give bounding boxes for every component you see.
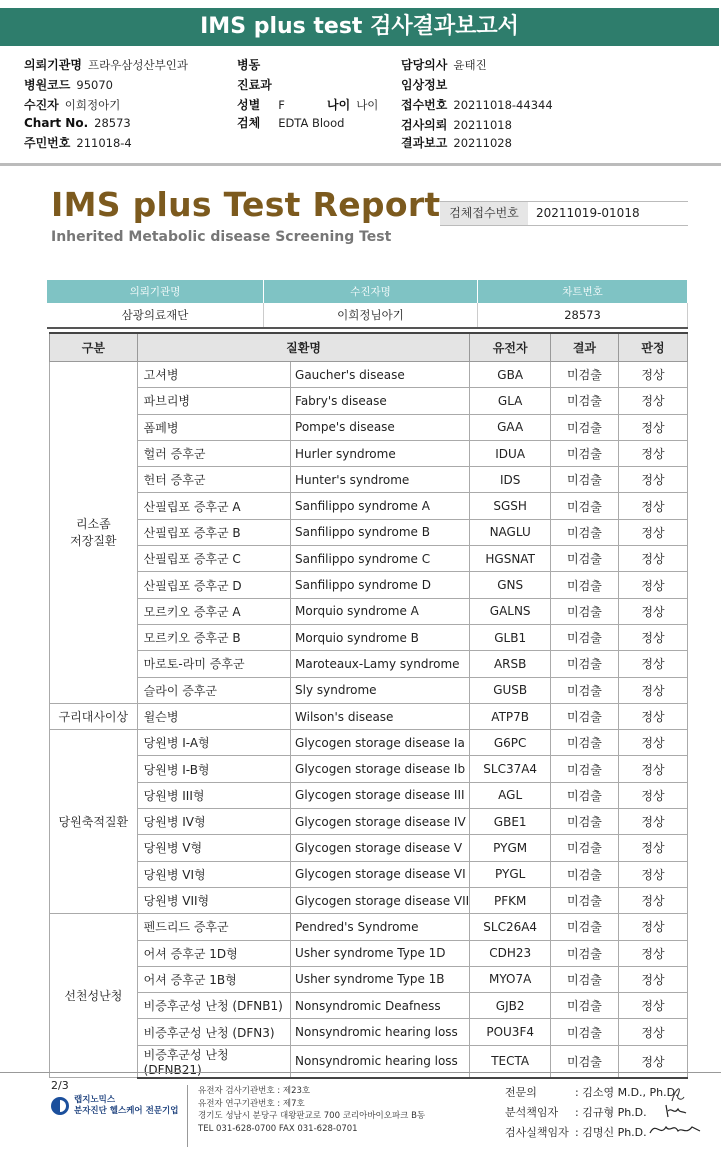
table-row <box>50 966 688 992</box>
col-header-disease: 질환명 <box>137 333 470 362</box>
disease-english-cell: Glycogen storage disease III <box>291 782 470 808</box>
judgement-cell: 정상 <box>618 809 687 835</box>
disease-korean-cell: 어셔 증후군 1D형 <box>137 940 290 966</box>
disease-korean-cell: 헌터 증후군 <box>137 467 290 493</box>
header-field-chart-no: Chart No. 28573 <box>24 116 131 130</box>
col-header-gene: 유전자 <box>470 333 551 362</box>
disease-english-cell: Glycogen storage disease VI <box>291 861 470 887</box>
info-value-chart: 28573 <box>478 303 688 328</box>
address-line: TEL 031-628-0700 FAX 031-628-0701 <box>198 1123 358 1134</box>
table-row <box>50 861 688 887</box>
disease-english-cell: Usher syndrome Type 1B <box>291 966 470 992</box>
judgement-cell: 정상 <box>618 414 687 440</box>
result-cell: 미검출 <box>550 546 618 572</box>
header-field-clinical-info: 임상정보 <box>401 78 448 92</box>
gene-cell: HGSNAT <box>470 546 551 572</box>
gene-cell: GBA <box>470 362 551 388</box>
gene-cell: GAA <box>470 414 551 440</box>
result-cell: 미검출 <box>550 861 618 887</box>
category-cell: 당원축적질환 <box>50 730 138 914</box>
gene-cell: PYGL <box>470 861 551 887</box>
disease-korean-cell: 비증후군성 난청 (DFN3) <box>137 1019 290 1045</box>
gene-cell: ARSB <box>470 651 551 677</box>
info-value-patient: 이희정님아기 <box>264 303 478 328</box>
company-address <box>198 1085 425 1135</box>
result-cell: 미검출 <box>550 651 618 677</box>
result-cell: 미검출 <box>550 940 618 966</box>
judgement-cell: 정상 <box>618 1019 687 1045</box>
result-cell: 미검출 <box>550 756 618 782</box>
receipt-number-value: 20211019-01018 <box>536 206 640 220</box>
judgement-cell: 정상 <box>618 362 687 388</box>
gene-cell: GLB1 <box>470 624 551 650</box>
result-cell: 미검출 <box>550 1019 618 1045</box>
gene-cell: GJB2 <box>470 993 551 1019</box>
header-field-sex: 성별 F <box>237 98 285 112</box>
header-divider <box>0 163 721 166</box>
disease-korean-cell: 산필립포 증후군 B <box>137 519 290 545</box>
judgement-cell: 정상 <box>618 703 687 729</box>
disease-english-cell: Glycogen storage disease V <box>291 835 470 861</box>
table-row <box>50 414 688 440</box>
result-cell: 미검출 <box>550 440 618 466</box>
judgement-cell: 정상 <box>618 940 687 966</box>
disease-english-cell: Usher syndrome Type 1D <box>291 940 470 966</box>
judgement-cell: 정상 <box>618 546 687 572</box>
disease-korean-cell: 마로토-라미 증후군 <box>137 651 290 677</box>
address-line: 경기도 성남시 분당구 대왕판교로 700 코리아바이오파크 B동 <box>198 1111 426 1121</box>
info-value-institution: 삼광의료재단 <box>47 303 264 328</box>
category-cell: 선천성난청 <box>50 914 138 1078</box>
address-line: 유전자 검사기관번호 : 제23호 <box>198 1086 311 1096</box>
table-row <box>50 730 688 756</box>
header-field-hospital-code: 병원코드 95070 <box>24 78 113 92</box>
disease-korean-cell: 당원병 IV형 <box>137 809 290 835</box>
judgement-cell: 정상 <box>618 493 687 519</box>
judgement-cell: 정상 <box>618 598 687 624</box>
brand-tagline: 분자진단 헬스케어 전문기업 <box>74 1106 179 1116</box>
judgement-cell: 정상 <box>618 730 687 756</box>
disease-english-cell: Pompe's disease <box>291 414 470 440</box>
col-header-result: 결과 <box>550 333 618 362</box>
gene-cell: PFKM <box>470 887 551 913</box>
receipt-number-box <box>440 201 688 226</box>
table-row <box>50 467 688 493</box>
signature-analyst-icon <box>662 1101 690 1121</box>
gene-cell: ATP7B <box>470 703 551 729</box>
judgement-cell: 정상 <box>618 993 687 1019</box>
result-cell: 미검출 <box>550 809 618 835</box>
result-cell: 미검출 <box>550 493 618 519</box>
disease-korean-cell: 윌슨병 <box>137 703 290 729</box>
result-cell: 미검출 <box>550 598 618 624</box>
judgement-cell: 정상 <box>618 519 687 545</box>
disease-korean-cell: 당원병 III형 <box>137 782 290 808</box>
result-cell: 미검출 <box>550 414 618 440</box>
report-subtitle: Inherited Metabolic disease Screening Test <box>51 229 392 245</box>
disease-korean-cell: 산필립포 증후군 D <box>137 572 290 598</box>
result-cell: 미검출 <box>550 519 618 545</box>
report-header <box>0 0 721 165</box>
result-cell: 미검출 <box>550 730 618 756</box>
gene-cell: PYGM <box>470 835 551 861</box>
disease-korean-cell: 헐러 증후군 <box>137 440 290 466</box>
header-field-department: 진료과 <box>237 78 272 92</box>
table-row <box>50 572 688 598</box>
judgement-cell: 정상 <box>618 966 687 992</box>
table-row <box>50 993 688 1019</box>
footer-divider <box>187 1085 188 1147</box>
judgement-cell: 정상 <box>618 861 687 887</box>
signer-lab-director: 검사실책임자 : 김명신 Ph.D. <box>505 1126 647 1139</box>
disease-english-cell: Glycogen storage disease Ia <box>291 730 470 756</box>
disease-english-cell: Nonsyndromic hearing loss <box>291 1045 470 1078</box>
company-logo-icon <box>51 1097 69 1115</box>
gene-cell: POU3F4 <box>470 1019 551 1045</box>
disease-english-cell: Pendred's Syndrome <box>291 914 470 940</box>
gene-cell: GLA <box>470 388 551 414</box>
disease-korean-cell: 당원병 VII형 <box>137 887 290 913</box>
judgement-cell: 정상 <box>618 782 687 808</box>
gene-cell: SLC26A4 <box>470 914 551 940</box>
info-header-chart: 차트번호 <box>478 280 688 303</box>
table-row <box>50 809 688 835</box>
gene-cell: G6PC <box>470 730 551 756</box>
results-table <box>49 332 688 1079</box>
gene-cell: SGSH <box>470 493 551 519</box>
gene-cell: SLC37A4 <box>470 756 551 782</box>
judgement-cell: 정상 <box>618 651 687 677</box>
table-row <box>50 703 688 729</box>
address-line: 유전자 연구기관번호 : 제7호 <box>198 1098 305 1109</box>
result-cell: 미검출 <box>550 782 618 808</box>
gene-cell: MYO7A <box>470 966 551 992</box>
table-row <box>50 651 688 677</box>
result-cell: 미검출 <box>550 887 618 913</box>
gene-cell: GALNS <box>470 598 551 624</box>
disease-english-cell: Sanfilippo syndrome B <box>291 519 470 545</box>
header-field-institution: 의뢰기관명 프라우삼성산부인과 <box>24 58 188 72</box>
table-row <box>50 1019 688 1045</box>
disease-english-cell: Morquio syndrome B <box>291 624 470 650</box>
gene-cell: TECTA <box>470 1045 551 1078</box>
judgement-cell: 정상 <box>618 914 687 940</box>
info-header-institution: 의뢰기관명 <box>47 280 264 303</box>
disease-korean-cell: 폼페병 <box>137 414 290 440</box>
disease-english-cell: Glycogen storage disease Ib <box>291 756 470 782</box>
signer-specialist: 전문의 : 김소영 M.D., Ph.D. <box>505 1086 679 1099</box>
judgement-cell: 정상 <box>618 677 687 703</box>
judgement-cell: 정상 <box>618 887 687 913</box>
table-row <box>50 519 688 545</box>
gene-cell: AGL <box>470 782 551 808</box>
table-row <box>50 940 688 966</box>
disease-english-cell: Sanfilippo syndrome D <box>291 572 470 598</box>
category-cell: 구리대사이상 <box>50 703 138 729</box>
gene-cell: CDH23 <box>470 940 551 966</box>
judgement-cell: 정상 <box>618 572 687 598</box>
signature-director-icon <box>646 1119 704 1139</box>
judgement-cell: 정상 <box>618 1045 687 1078</box>
report-banner: IMS plus test 검사결과보고서 <box>0 8 719 46</box>
table-row <box>50 388 688 414</box>
gene-cell: GBE1 <box>470 809 551 835</box>
disease-korean-cell: 고셔병 <box>137 362 290 388</box>
patient-info-table <box>47 280 688 329</box>
disease-english-cell: Glycogen storage disease IV <box>291 809 470 835</box>
report-title: IMS plus Test Report <box>51 185 441 224</box>
table-row <box>50 624 688 650</box>
category-cell: 리소좀 저장질환 <box>50 362 138 704</box>
header-field-id-no: 주민번호 211018-4 <box>24 136 132 150</box>
disease-english-cell: Maroteaux-Lamy syndrome <box>291 651 470 677</box>
header-field-age: 나이 나이 <box>327 98 379 112</box>
header-field-ward: 병동 <box>237 58 261 72</box>
page-number: 2/3 <box>51 1079 69 1092</box>
judgement-cell: 정상 <box>618 467 687 493</box>
table-row <box>50 756 688 782</box>
report-footer <box>0 1072 721 1153</box>
table-row <box>50 493 688 519</box>
disease-korean-cell: 당원병 I-A형 <box>137 730 290 756</box>
judgement-cell: 정상 <box>618 624 687 650</box>
disease-korean-cell: 파브리병 <box>137 388 290 414</box>
table-row <box>50 546 688 572</box>
result-cell: 미검출 <box>550 966 618 992</box>
disease-english-cell: Fabry's disease <box>291 388 470 414</box>
judgement-cell: 정상 <box>618 835 687 861</box>
gene-cell: IDS <box>470 467 551 493</box>
result-cell: 미검출 <box>550 624 618 650</box>
header-field-receipt-no: 접수번호 20211018-44344 <box>401 98 553 112</box>
disease-korean-cell: 당원병 VI형 <box>137 861 290 887</box>
company-brand <box>74 1095 178 1117</box>
judgement-cell: 정상 <box>618 388 687 414</box>
table-row <box>50 835 688 861</box>
disease-korean-cell: 당원병 I-B형 <box>137 756 290 782</box>
disease-korean-cell: 슬라이 증후군 <box>137 677 290 703</box>
brand-name: 랩지노믹스 <box>74 1095 116 1105</box>
gene-cell: NAGLU <box>470 519 551 545</box>
result-cell: 미검출 <box>550 703 618 729</box>
result-cell: 미검출 <box>550 677 618 703</box>
disease-korean-cell: 펜드리드 증후군 <box>137 914 290 940</box>
disease-english-cell: Wilson's disease <box>291 703 470 729</box>
col-header-category: 구분 <box>50 333 138 362</box>
result-cell: 미검출 <box>550 835 618 861</box>
table-row <box>50 887 688 913</box>
table-row <box>50 362 688 388</box>
disease-english-cell: Nonsyndromic hearing loss <box>291 1019 470 1045</box>
result-cell: 미검출 <box>550 1045 618 1078</box>
table-row <box>50 598 688 624</box>
disease-english-cell: Hurler syndrome <box>291 440 470 466</box>
disease-korean-cell: 비증후군성 난청 (DFNB1) <box>137 993 290 1019</box>
judgement-cell: 정상 <box>618 440 687 466</box>
gene-cell: IDUA <box>470 440 551 466</box>
judgement-cell: 정상 <box>618 756 687 782</box>
disease-korean-cell: 산필립포 증후군 A <box>137 493 290 519</box>
disease-korean-cell: 산필립포 증후군 C <box>137 546 290 572</box>
disease-korean-cell: 당원병 V형 <box>137 835 290 861</box>
header-field-doctor: 담당의사 윤태진 <box>401 58 487 72</box>
disease-english-cell: Sly syndrome <box>291 677 470 703</box>
result-cell: 미검출 <box>550 388 618 414</box>
gene-cell: GNS <box>470 572 551 598</box>
table-row <box>50 677 688 703</box>
result-cell: 미검출 <box>550 993 618 1019</box>
disease-english-cell: Glycogen storage disease VII <box>291 887 470 913</box>
disease-english-cell: Nonsyndromic Deafness <box>291 993 470 1019</box>
result-cell: 미검출 <box>550 572 618 598</box>
disease-korean-cell: 어셔 증후군 1B형 <box>137 966 290 992</box>
disease-english-cell: Hunter's syndrome <box>291 467 470 493</box>
header-field-request-date: 검사의뢰 20211018 <box>401 118 512 132</box>
header-field-specimen: 검체 EDTA Blood <box>237 116 345 130</box>
header-field-report-date: 결과보고 20211028 <box>401 136 512 150</box>
signer-analyst: 분석책임자 : 김규형 Ph.D. <box>505 1106 647 1119</box>
result-cell: 미검출 <box>550 467 618 493</box>
disease-english-cell: Sanfilippo syndrome C <box>291 546 470 572</box>
gene-cell: GUSB <box>470 677 551 703</box>
table-row <box>50 440 688 466</box>
result-cell: 미검출 <box>550 914 618 940</box>
table-row <box>50 782 688 808</box>
disease-english-cell: Sanfilippo syndrome A <box>291 493 470 519</box>
disease-korean-cell: 비증후군성 난청 (DFNB21) <box>137 1045 290 1078</box>
table-row <box>50 914 688 940</box>
col-header-judgement: 판정 <box>618 333 687 362</box>
result-cell: 미검출 <box>550 362 618 388</box>
header-field-patient: 수진자 이희정아기 <box>24 98 121 112</box>
info-header-patient: 수진자명 <box>264 280 478 303</box>
disease-korean-cell: 모르키오 증후군 A <box>137 598 290 624</box>
disease-english-cell: Gaucher's disease <box>291 362 470 388</box>
disease-english-cell: Morquio syndrome A <box>291 598 470 624</box>
receipt-number-label: 검체접수번호 <box>440 202 528 225</box>
disease-korean-cell: 모르키오 증후군 B <box>137 624 290 650</box>
